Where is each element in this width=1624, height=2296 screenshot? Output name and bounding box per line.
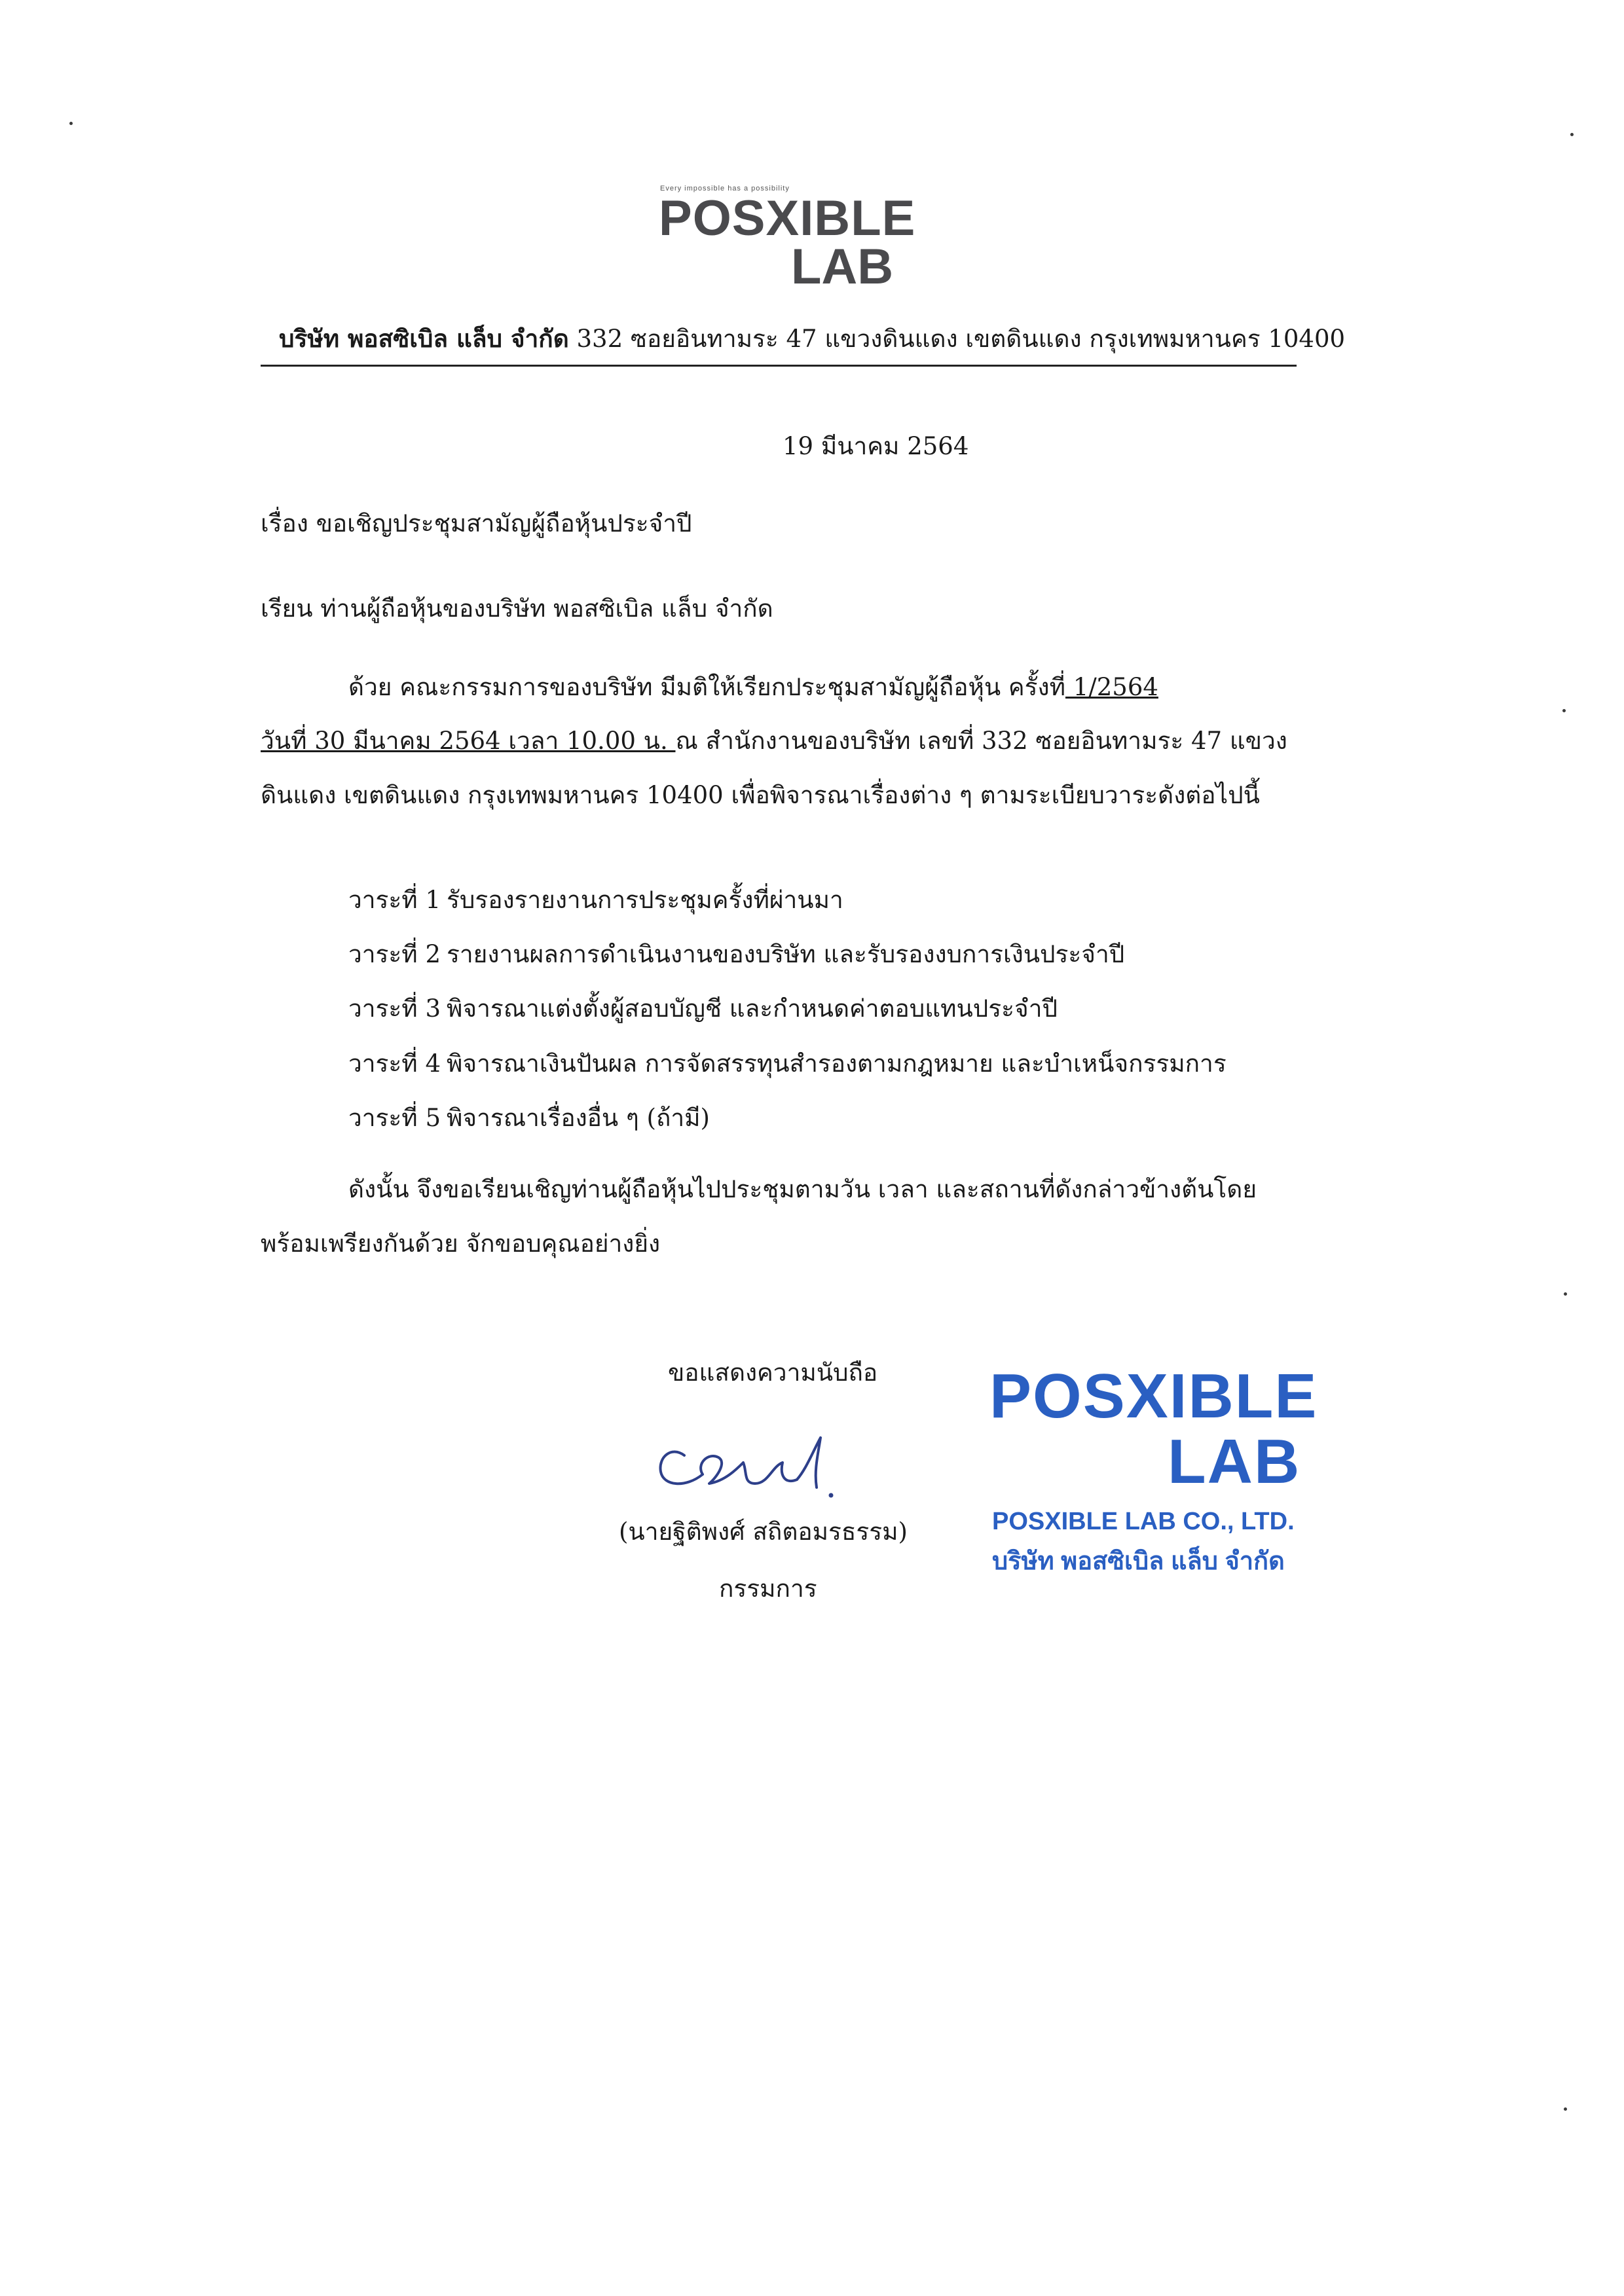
company-address: 332 ซอยอินทามระ 47 แขวงดินแดง เขตดินแดง กรุงเทพมหานคร 10400: [576, 325, 1346, 353]
scan-speck: [1562, 709, 1566, 712]
agenda-item: [348, 1044, 1227, 1083]
scan-speck: [1570, 133, 1574, 136]
agenda-text: พิจารณาเงินปันผล การจัดสรรทุนสำรองตามกฎหมาย และบำเหน็จกรรมการ: [447, 1049, 1227, 1078]
agenda-number: วาระที่ 2: [348, 940, 441, 968]
scan-speck: [69, 122, 73, 125]
closing-line-2: พร้อมเพรียงกันด้วย จักขอบคุณอย่างยิ่ง: [261, 1230, 661, 1258]
letter-date: 19 มีนาคม 2564: [783, 432, 969, 460]
signer-name: (นายฐิติพงศ์ สถิตอมรธรรม): [619, 1518, 908, 1546]
stamp-company-english: POSXIBLE LAB CO., LTD.: [992, 1508, 1295, 1535]
scan-speck: [1564, 1292, 1567, 1296]
signer-title: กรรมการ: [719, 1575, 817, 1603]
agenda-text: รับรองรายงานการประชุมครั้งที่ผ่านมา: [447, 886, 843, 914]
agenda-text: พิจารณาแต่งตั้งผู้สอบบัญชี และกำหนดค่าตอบแทนประจำปี: [447, 994, 1058, 1023]
logo-text-posxible: POSXIBLE: [659, 191, 916, 246]
body-line-1-text: ด้วย คณะกรรมการของบริษัท มีมติให้เรียกประชุมสามัญผู้ถือหุ้น ครั้งที่: [348, 673, 1065, 701]
meeting-number: 1/2564: [1065, 673, 1158, 701]
agenda-number: วาระที่ 1: [348, 886, 441, 914]
company-stamp: [986, 1361, 1326, 1581]
company-name: บริษัท พอสซิเบิล แล็บ จำกัด: [278, 324, 569, 353]
letterhead-divider: [261, 365, 1297, 367]
logo-text-lab: LAB: [791, 239, 894, 295]
agenda-number: วาระที่ 3: [348, 994, 441, 1023]
agenda-number: วาระที่ 4: [348, 1049, 441, 1078]
logo-tagline: Every impossible has a possibility: [660, 185, 790, 192]
agenda-item: [348, 989, 1058, 1028]
letter-subject: เรื่อง ขอเชิญประชุมสามัญผู้ถือหุ้นประจำปี: [261, 509, 692, 538]
scan-speck: [1564, 2107, 1567, 2111]
body-line-3: ดินแดง เขตดินแดง กรุงเทพมหานคร 10400 เพื่อพิจารณาเรื่องต่าง ๆ ตามระเบียบวาระดังต่อไปนี้: [261, 781, 1260, 809]
company-letterhead: [0, 319, 1624, 358]
agenda-number: วาระที่ 5: [348, 1104, 441, 1132]
letter-salutation: เรียน ท่านผู้ถือหุ้นของบริษัท พอสซิเบิล แล็บ จำกัด: [261, 594, 773, 623]
agenda-text: พิจารณาเรื่องอื่น ๆ (ถ้ามี): [447, 1104, 710, 1132]
agenda-item: [348, 935, 1124, 974]
stamp-lab: LAB: [1168, 1427, 1301, 1497]
company-logo: [648, 185, 916, 296]
stamp-company-thai: บริษัท พอสซิเบิล แล็บ จำกัด: [992, 1548, 1285, 1575]
handwritten-signature: [645, 1406, 855, 1504]
body-line-1: [261, 673, 1297, 702]
body-line-2: [261, 727, 1297, 756]
stamp-posxible: POSXIBLE: [989, 1361, 1318, 1431]
complimentary-close: ขอแสดงความนับถือ: [668, 1358, 878, 1387]
agenda-item: [348, 881, 843, 919]
meeting-datetime: วันที่ 30 มีนาคม 2564 เวลา 10.00 น.: [261, 727, 676, 755]
agenda-text: รายงานผลการดำเนินงานของบริษัท และรับรองงบการเงินประจำปี: [447, 940, 1125, 968]
closing-line-1: ดังนั้น จึงขอเรียนเชิญท่านผู้ถือหุ้นไปประชุมตามวัน เวลา และสถานที่ดังกล่าวข้างต้นโดย: [348, 1175, 1257, 1203]
body-line-2-text: ณ สำนักงานของบริษัท เลขที่ 332 ซอยอินทามระ 47 แขวง: [675, 727, 1287, 755]
agenda-item: [348, 1099, 710, 1137]
